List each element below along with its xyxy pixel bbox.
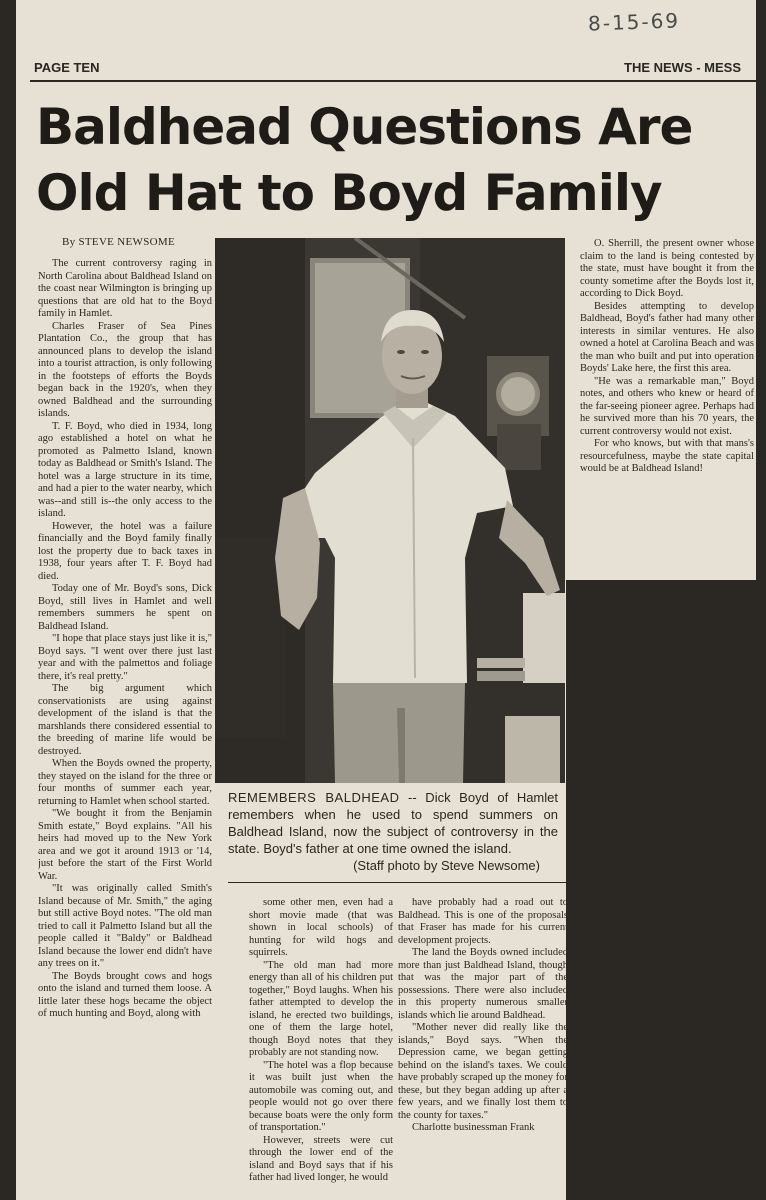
article-column-4 — [580, 238, 754, 573]
paragraph: The big argument which conservationists are using against development of the island is that the marshlands there considered essential to the breeding of marine life would be destroyed. — [38, 683, 212, 757]
handwritten-date: 8-15-69 — [587, 8, 681, 36]
header-rule — [30, 80, 756, 82]
paragraph: The current controversy raging in North Carolina about Baldhead Island on the coast near Wilmington is bringing up questions that are old hat to the Boyd family in Hamlet. — [38, 258, 212, 319]
paragraph: "The hotel was a flop because it was built just when the automobile was coming out, and people would not go over there because boats were the only form of transportation." — [249, 1059, 393, 1133]
page-label: PAGE TEN — [34, 60, 100, 75]
paragraph: When the Boyds owned the property, they stayed on the island for the three or four months of summer each year, returning to Hamlet when school started. — [38, 758, 212, 807]
paragraph: "Mother never did really like the islands," Boyd says. "When the Depression came, we began getting behind on the island's taxes. We could have probably scraped up the money for these, but they began adding up after a few years, and we finally lost them to the county for taxes." — [398, 1022, 568, 1121]
paragraph: T. F. Boyd, who died in 1934, long ago established a hotel on what he promoted as Palmetto Island, known today as Baldhead or Smith's Island. The hotel was a large structure in its time, and had a pier to the water nearby, which was--and still is--the only access to the island. — [38, 420, 212, 519]
paragraph: The land the Boyds owned included more than just Baldhead Island, though that was the major part of the possessions. There were also included in this property numerous smaller islands which lie around Baldhead. — [398, 947, 568, 1021]
byline: By STEVE NEWSOME — [62, 236, 175, 248]
paragraph: The Boyds brought cows and hogs onto the island and turned them loose. A little later these hogs became the object of much hunting and Boyd, along with — [38, 970, 212, 1019]
photo-credit: (Staff photo by Steve Newsome) — [353, 858, 540, 873]
caption-body: -- Dick Boyd of Hamlet remembers when he used to spend summers on Baldhead Island, now the subject of controversy in the state. Boyd's father at one time owned the island. — [228, 790, 558, 856]
paragraph: have probably had a road out to Baldhead. This is one of the proposals that Fraser has made for his current development projects. — [398, 897, 568, 946]
caption-heading: REMEMBERS BALDHEAD — [228, 790, 400, 805]
headline-line-1: Baldhead Questions Are — [36, 98, 693, 156]
paragraph: For who knows, but with that mans's resourcefulness, maybe the state capital would be at Baldhead Island! — [580, 438, 754, 474]
paragraph: However, the hotel was a failure financially and the Boyd family finally lost the property due to back taxes in 1938, four years after T. F. Boyd had died. — [38, 520, 212, 582]
photo-caption — [228, 789, 558, 874]
paragraph: "It was originally called Smith's Island because of Mr. Smith," the aging but still active Boyd notes. "The old man tried to call it Palmetto Island but all the people called it "Baldy" or Baldhead Island because the lower end didn't have any trees on it." — [38, 883, 212, 969]
paragraph: some other men, even had a short movie made (that was shown in local schools) of hunting for wild hogs and squirrels. — [249, 897, 393, 958]
article-column-3 — [398, 897, 568, 1192]
caption-rule — [228, 882, 566, 883]
paragraph: O. Sherrill, the present owner whose claim to the land is being contested by the state, must have bought it from the county sometime after the Boyds lost it, according to Dick Boyd. — [580, 238, 754, 299]
paragraph: Today one of Mr. Boyd's sons, Dick Boyd, still lives in Hamlet and well remembers summers he spent on Baldhead Island. — [38, 583, 212, 632]
paragraph: "We bought it from the Benjamin Smith estate," Boyd explains. "All his heirs had moved up to the New York area and we got it around 1913 or '14, just before the start of the First World War. — [38, 808, 212, 882]
paragraph: "He was a remarkable man," Boyd notes, and others who knew or heard of the far-seeing pioneer agree. Perhaps had he survived more than his 70 years, the current controversy would not exist. — [580, 375, 754, 437]
headline — [36, 94, 756, 226]
article-column-1 — [38, 258, 212, 1190]
paragraph: "I hope that place stays just like it is," Boyd says. "I went over there just last year and with the palmettos and foliage there, it's real pretty." — [38, 633, 212, 682]
paragraph: "The old man had more energy than all of his children put together," Boyd laughs. When his father attempted to develop the island, he erected two buildings, one of them the large hotel, though Boyd notes that they probably are not standing now. — [249, 959, 393, 1058]
paragraph: However, streets were cut through the lower end of the island and Boyd says that if his father had lived longer, he would — [249, 1134, 393, 1183]
article-column-2 — [249, 897, 393, 1192]
paragraph: Charlotte businessman Frank — [412, 1122, 535, 1133]
paragraph: Charles Fraser of Sea Pines Plantation Co., the group that has announced plans to develop the island into a tourist attraction, is only following in the footsteps of efforts the Boyds began back in the 1920's, when they owned Baldhead and the surrounding islands. — [38, 320, 212, 419]
newspaper-name: THE NEWS - MESS — [624, 60, 742, 75]
paragraph: Besides attempting to develop Baldhead, Boyd's father had many other interests in similar ventures. He also owned a hotel at Carolina Beach and was the man who built and put into operation Boyds' Lake here, the first this area. — [580, 300, 754, 374]
photo-illustration — [215, 238, 565, 783]
headline-line-2: Old Hat to Boyd Family — [36, 164, 662, 222]
news-photo — [215, 238, 565, 783]
